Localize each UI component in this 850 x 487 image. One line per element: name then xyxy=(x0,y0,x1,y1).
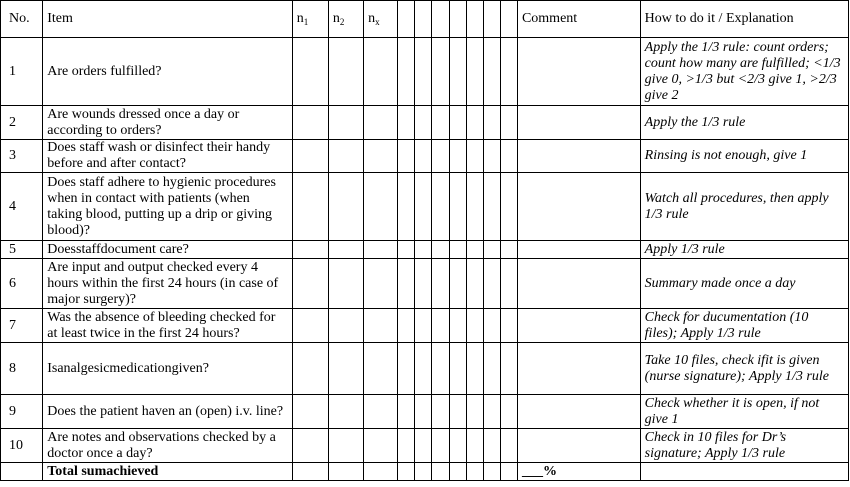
row-blank xyxy=(500,429,517,463)
total-blank xyxy=(415,463,432,481)
row-blank xyxy=(500,140,517,173)
header-how: How to do it / Explanation xyxy=(640,1,848,38)
row-n2 xyxy=(328,259,363,309)
row-nx xyxy=(364,429,398,463)
row-blank xyxy=(432,259,449,309)
row-nx xyxy=(364,38,398,106)
row-item: Was the absence of bleeding checked for at least twice in the first 24 hours? xyxy=(43,309,292,343)
total-n2 xyxy=(328,463,363,481)
header-blank-4 xyxy=(449,1,466,38)
row-how: Check for ducumentation (10 files); Apply 1/3 rule xyxy=(640,309,848,343)
header-n2: $n_2$ xyxy=(328,1,363,38)
table-row xyxy=(1,343,849,395)
header-n1: $n_1$ xyxy=(292,1,328,38)
row-blank xyxy=(500,106,517,140)
table-row xyxy=(1,309,849,343)
row-blank xyxy=(415,241,432,259)
row-n2 xyxy=(328,106,363,140)
row-blank xyxy=(483,173,500,241)
total-blank xyxy=(432,463,449,481)
row-item: Are wounds dressed once a day or according to orders? xyxy=(43,106,292,140)
total-label: Total sumachieved xyxy=(43,463,292,481)
total-blank xyxy=(449,463,466,481)
row-blank xyxy=(449,259,466,309)
row-blank xyxy=(432,140,449,173)
row-n1 xyxy=(292,429,328,463)
row-nx xyxy=(364,241,398,259)
total-blank xyxy=(466,463,483,481)
header-row xyxy=(1,1,849,38)
row-nx xyxy=(364,140,398,173)
total-blank xyxy=(483,463,500,481)
row-number: 2 xyxy=(1,106,43,140)
table-row xyxy=(1,38,849,106)
row-blank xyxy=(483,395,500,429)
row-how: Apply the 1/3 rule: count orders; count how many are fulfilled; <1/3 give 0, >1/3 but <2/3 give 1, >2/3 give 2 xyxy=(640,38,848,106)
row-item: Isanalgesicmedicationgiven? xyxy=(43,343,292,395)
total-row xyxy=(1,463,849,481)
row-how: Check in 10 files for Dr’s signature; Apply 1/3 rule xyxy=(640,429,848,463)
row-blank xyxy=(415,429,432,463)
row-n2 xyxy=(328,173,363,241)
header-blank-6 xyxy=(483,1,500,38)
row-blank xyxy=(483,343,500,395)
row-n2 xyxy=(328,395,363,429)
table-row xyxy=(1,106,849,140)
row-blank xyxy=(398,106,415,140)
row-comment xyxy=(517,38,640,106)
row-how: Take 10 files, check ifit is given (nurse signature); Apply 1/3 rule xyxy=(640,343,848,395)
header-blank-7 xyxy=(500,1,517,38)
row-item: Are notes and observations checked by a doctor once a day? xyxy=(43,429,292,463)
row-blank xyxy=(398,241,415,259)
table-row xyxy=(1,241,849,259)
row-n1 xyxy=(292,241,328,259)
row-blank xyxy=(398,173,415,241)
row-comment xyxy=(517,309,640,343)
row-blank xyxy=(449,395,466,429)
table-row xyxy=(1,395,849,429)
row-comment xyxy=(517,241,640,259)
row-nx xyxy=(364,343,398,395)
total-how-blank xyxy=(640,463,848,481)
row-blank xyxy=(483,140,500,173)
row-comment xyxy=(517,106,640,140)
row-n1 xyxy=(292,140,328,173)
row-item: Does the patient haven an (open) i.v. line? xyxy=(43,395,292,429)
row-blank xyxy=(500,173,517,241)
row-blank xyxy=(500,309,517,343)
row-blank xyxy=(466,429,483,463)
row-number: 3 xyxy=(1,140,43,173)
row-blank xyxy=(432,343,449,395)
header-nx: $n_x$ xyxy=(364,1,398,38)
row-blank xyxy=(449,429,466,463)
total-blank xyxy=(398,463,415,481)
row-n2 xyxy=(328,429,363,463)
header-blank-2 xyxy=(415,1,432,38)
row-blank xyxy=(415,38,432,106)
row-how: Rinsing is not enough, give 1 xyxy=(640,140,848,173)
row-n1 xyxy=(292,343,328,395)
row-blank xyxy=(483,259,500,309)
row-blank xyxy=(466,309,483,343)
row-blank xyxy=(449,343,466,395)
row-blank xyxy=(432,173,449,241)
row-nx xyxy=(364,309,398,343)
row-blank xyxy=(432,241,449,259)
table-row xyxy=(1,173,849,241)
row-item: Does staff adhere to hygienic procedures when in contact with patients (when taking blood, putting up a drip or giving blood)? xyxy=(43,173,292,241)
row-blank xyxy=(398,395,415,429)
row-blank xyxy=(449,38,466,106)
row-blank xyxy=(415,106,432,140)
row-blank xyxy=(398,343,415,395)
row-number: 4 xyxy=(1,173,43,241)
row-comment xyxy=(517,259,640,309)
row-blank xyxy=(500,259,517,309)
row-blank xyxy=(483,429,500,463)
row-n2 xyxy=(328,343,363,395)
row-blank xyxy=(449,309,466,343)
table-row xyxy=(1,140,849,173)
row-nx xyxy=(364,173,398,241)
row-comment xyxy=(517,343,640,395)
row-blank xyxy=(500,241,517,259)
row-number: 8 xyxy=(1,343,43,395)
row-item: Does staff wash or disinfect their handy before and after contact? xyxy=(43,140,292,173)
row-blank xyxy=(483,241,500,259)
row-blank xyxy=(398,309,415,343)
header-blank-5 xyxy=(466,1,483,38)
row-blank xyxy=(466,38,483,106)
row-comment xyxy=(517,173,640,241)
row-how: Summary made once a day xyxy=(640,259,848,309)
row-blank xyxy=(500,343,517,395)
row-how: Watch all procedures, then apply 1/3 rule xyxy=(640,173,848,241)
row-blank xyxy=(449,241,466,259)
row-comment xyxy=(517,140,640,173)
row-nx xyxy=(364,259,398,309)
row-n2 xyxy=(328,309,363,343)
row-blank xyxy=(466,343,483,395)
row-blank xyxy=(466,241,483,259)
row-how: Apply 1/3 rule xyxy=(640,241,848,259)
row-comment xyxy=(517,429,640,463)
row-number: 1 xyxy=(1,38,43,106)
row-blank xyxy=(466,395,483,429)
header-blank-3 xyxy=(432,1,449,38)
row-nx xyxy=(364,106,398,140)
row-number: 9 xyxy=(1,395,43,429)
row-blank xyxy=(415,395,432,429)
row-blank xyxy=(398,38,415,106)
row-blank xyxy=(483,38,500,106)
header-blank-1 xyxy=(398,1,415,38)
row-blank xyxy=(432,429,449,463)
row-n1 xyxy=(292,259,328,309)
row-blank xyxy=(483,106,500,140)
total-percent: ___% xyxy=(517,463,640,481)
row-comment xyxy=(517,395,640,429)
header-item: Item xyxy=(43,1,292,38)
row-blank xyxy=(449,106,466,140)
row-blank xyxy=(415,140,432,173)
row-blank xyxy=(415,173,432,241)
total-number-blank xyxy=(1,463,43,481)
row-blank xyxy=(432,106,449,140)
row-blank xyxy=(432,395,449,429)
row-n2 xyxy=(328,140,363,173)
row-blank xyxy=(415,309,432,343)
row-blank xyxy=(432,309,449,343)
row-blank xyxy=(432,38,449,106)
row-item: Are input and output checked every 4 hours within the first 24 hours (in case of major surgery)? xyxy=(43,259,292,309)
table-row xyxy=(1,259,849,309)
total-n1 xyxy=(292,463,328,481)
row-nx xyxy=(364,395,398,429)
row-blank xyxy=(449,173,466,241)
row-n1 xyxy=(292,106,328,140)
row-item: Doesstaffdocument care? xyxy=(43,241,292,259)
row-n1 xyxy=(292,173,328,241)
row-blank xyxy=(398,259,415,309)
row-blank xyxy=(500,38,517,106)
total-nx xyxy=(364,463,398,481)
row-item: Are orders fulfilled? xyxy=(43,38,292,106)
row-blank xyxy=(483,309,500,343)
total-blank xyxy=(500,463,517,481)
row-blank xyxy=(449,140,466,173)
row-how: Check whether it is open, if not give 1 xyxy=(640,395,848,429)
header-comment: Comment xyxy=(517,1,640,38)
row-number: 6 xyxy=(1,259,43,309)
row-blank xyxy=(398,429,415,463)
row-n1 xyxy=(292,309,328,343)
row-n1 xyxy=(292,395,328,429)
row-n2 xyxy=(328,38,363,106)
row-blank xyxy=(500,395,517,429)
row-blank xyxy=(466,173,483,241)
row-n1 xyxy=(292,38,328,106)
header-no: No. xyxy=(1,1,43,38)
row-blank xyxy=(415,343,432,395)
row-blank xyxy=(466,259,483,309)
row-blank xyxy=(466,106,483,140)
row-how: Apply the 1/3 rule xyxy=(640,106,848,140)
row-blank xyxy=(466,140,483,173)
row-n2 xyxy=(328,241,363,259)
row-blank xyxy=(398,140,415,173)
row-number: 7 xyxy=(1,309,43,343)
table-row xyxy=(1,429,849,463)
row-number: 10 xyxy=(1,429,43,463)
row-blank xyxy=(415,259,432,309)
row-number: 5 xyxy=(1,241,43,259)
